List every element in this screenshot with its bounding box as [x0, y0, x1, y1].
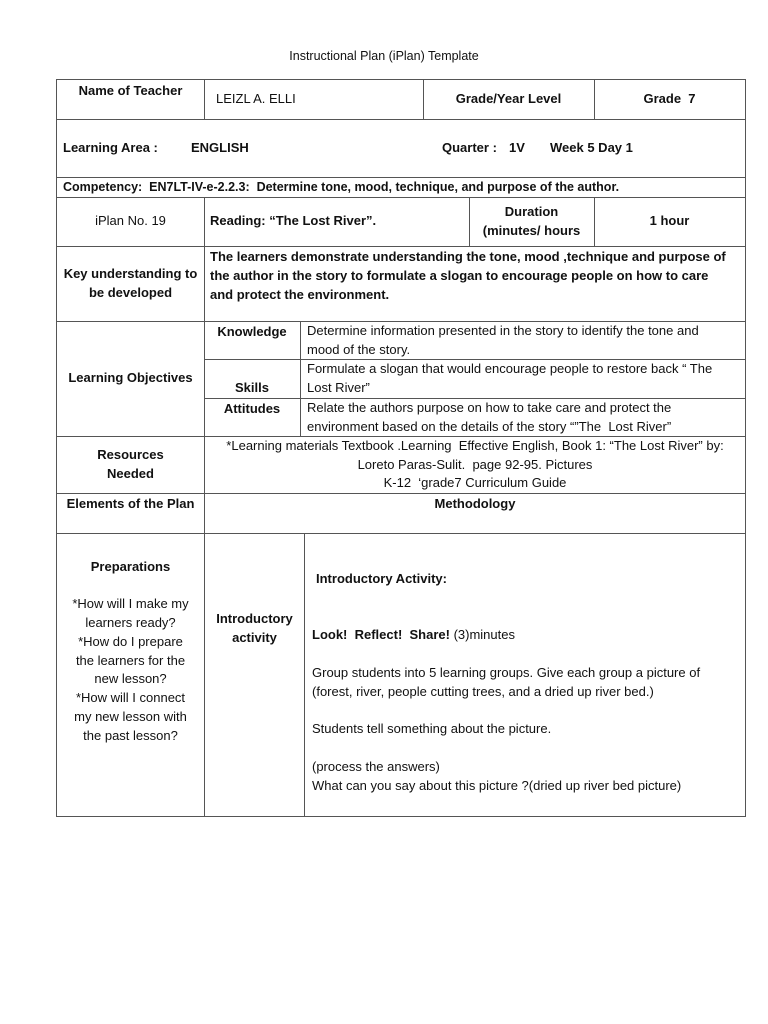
duration-label-line: (minutes/ hours	[482, 222, 581, 238]
intro-paragraph-line: What can you say about this picture ?(dried up river bed picture)	[312, 778, 682, 794]
attitudes-label: Attitudes	[223, 400, 281, 416]
objective-line: Relate the authors purpose on how to take care and protect the	[307, 400, 672, 415]
key-understanding-label	[57, 249, 204, 319]
duration-label-line: Duration	[504, 203, 559, 219]
intro-label-line: Introductory	[216, 611, 293, 627]
learning-area-label: Learning Area :	[63, 139, 158, 155]
iplan-table	[56, 79, 746, 817]
look-reflect-share-bold: Look! Reflect! Share!	[312, 626, 450, 642]
attitudes-text	[307, 399, 743, 436]
quarter-label: Quarter :	[442, 139, 497, 155]
resources-label-line: Needed	[107, 466, 154, 481]
duration-value: 1 hour	[649, 213, 690, 229]
key-understanding-line: and protect the environment.	[210, 286, 390, 302]
grade-label: Grade/Year Level	[455, 91, 562, 107]
preparations-title: Preparations	[90, 559, 171, 575]
resources-label	[57, 437, 204, 493]
skills-text	[307, 360, 743, 398]
elements-of-plan-label: Elements of the Plan	[66, 496, 195, 511]
resources-line: K-12 ‘grade7 Curriculum Guide	[383, 475, 567, 491]
intro-paragraph-line: Students tell something about the picture.	[312, 721, 552, 737]
key-understanding-label-line: be developed	[88, 285, 173, 300]
learning-objectives-label: Learning Objectives	[68, 370, 193, 386]
reading-title: Reading: “The Lost River”.	[210, 213, 377, 229]
introductory-activity-content	[312, 570, 744, 810]
preparation-question-line: *How will I connect	[75, 690, 186, 706]
preparation-question-line: the learners for the	[75, 652, 186, 668]
row-divider	[57, 533, 745, 534]
key-understanding-line: the author in the story to formulate a slogan to encourage people on how to care	[210, 267, 709, 283]
grade-value: Grade 7	[643, 91, 696, 107]
introductory-activity-label	[205, 609, 304, 649]
look-reflect-share-time: (3)minutes	[449, 626, 515, 642]
intro-label-line: activity	[232, 630, 277, 645]
preparation-question-line: the past lesson?	[83, 727, 178, 743]
resources-line: *Learning materials Textbook .Learning Effective English, Book 1: “The Lost River” by:	[226, 437, 724, 453]
quarter-value: 1V	[509, 139, 525, 155]
competency: Competency: EN7LT-IV-e-2.2.3: Determine tone, mood, technique, and purpose of the author.	[63, 179, 620, 194]
learning-area-value: ENGLISH	[191, 139, 249, 155]
key-understanding-line: The learners demonstrate understanding the tone, mood ,technique and purpose of	[210, 249, 726, 264]
row-divider	[57, 246, 745, 247]
intro-heading: Introductory Activity:	[316, 571, 447, 586]
week-day: Week 5 Day 1	[550, 139, 633, 155]
objective-line: Lost River”	[307, 379, 370, 395]
preparations-block	[57, 552, 204, 752]
teacher-name: LEIZL A. ELLI	[216, 91, 296, 107]
col-divider	[204, 197, 205, 321]
resources-label-line: Resources	[97, 447, 164, 463]
preparation-question-line: learners ready?	[85, 614, 176, 630]
preparation-question-line: *How will I make my	[72, 596, 189, 612]
resources-line: Loreto Paras-Sulit. page 92-95. Pictures	[357, 456, 593, 472]
key-understanding-label-line: Key understanding to	[63, 266, 198, 282]
look-reflect-share	[312, 626, 515, 645]
duration-label	[469, 197, 594, 246]
intro-paragraph-line: Group students into 5 learning groups. Give each group a picture of	[312, 664, 701, 680]
col-divider	[304, 533, 305, 817]
resources-text	[205, 437, 745, 493]
methodology-label: Methodology	[434, 496, 516, 511]
objective-line: mood of the story.	[307, 341, 411, 357]
col-divider	[300, 321, 301, 436]
intro-paragraph-line: (forest, river, people cutting trees, and a dried up river bed.)	[312, 683, 654, 699]
intro-paragraph-line: (process the answers)	[312, 759, 440, 775]
skills-label: Skills	[235, 380, 269, 396]
knowledge-text	[307, 322, 743, 360]
knowledge-label: Knowledge	[217, 323, 287, 339]
preparation-question-line: *How do I prepare	[78, 633, 183, 649]
objective-line: Formulate a slogan that would encourage people to restore back “ The	[307, 361, 713, 376]
col-divider	[204, 80, 205, 119]
objective-line: Determine information presented in the story to identify the tone and	[307, 323, 699, 338]
teacher-label: Name of Teacher	[78, 83, 183, 98]
preparation-question-line: my new lesson with	[74, 709, 187, 725]
preparation-question-line: new lesson?	[94, 671, 167, 687]
iplan-number: iPlan No. 19	[95, 213, 166, 229]
document-title: Instructional Plan (iPlan) Template	[289, 49, 479, 63]
objective-line: environment based on the details of the story “”The Lost River”	[307, 418, 672, 434]
key-understanding-text	[210, 248, 744, 320]
